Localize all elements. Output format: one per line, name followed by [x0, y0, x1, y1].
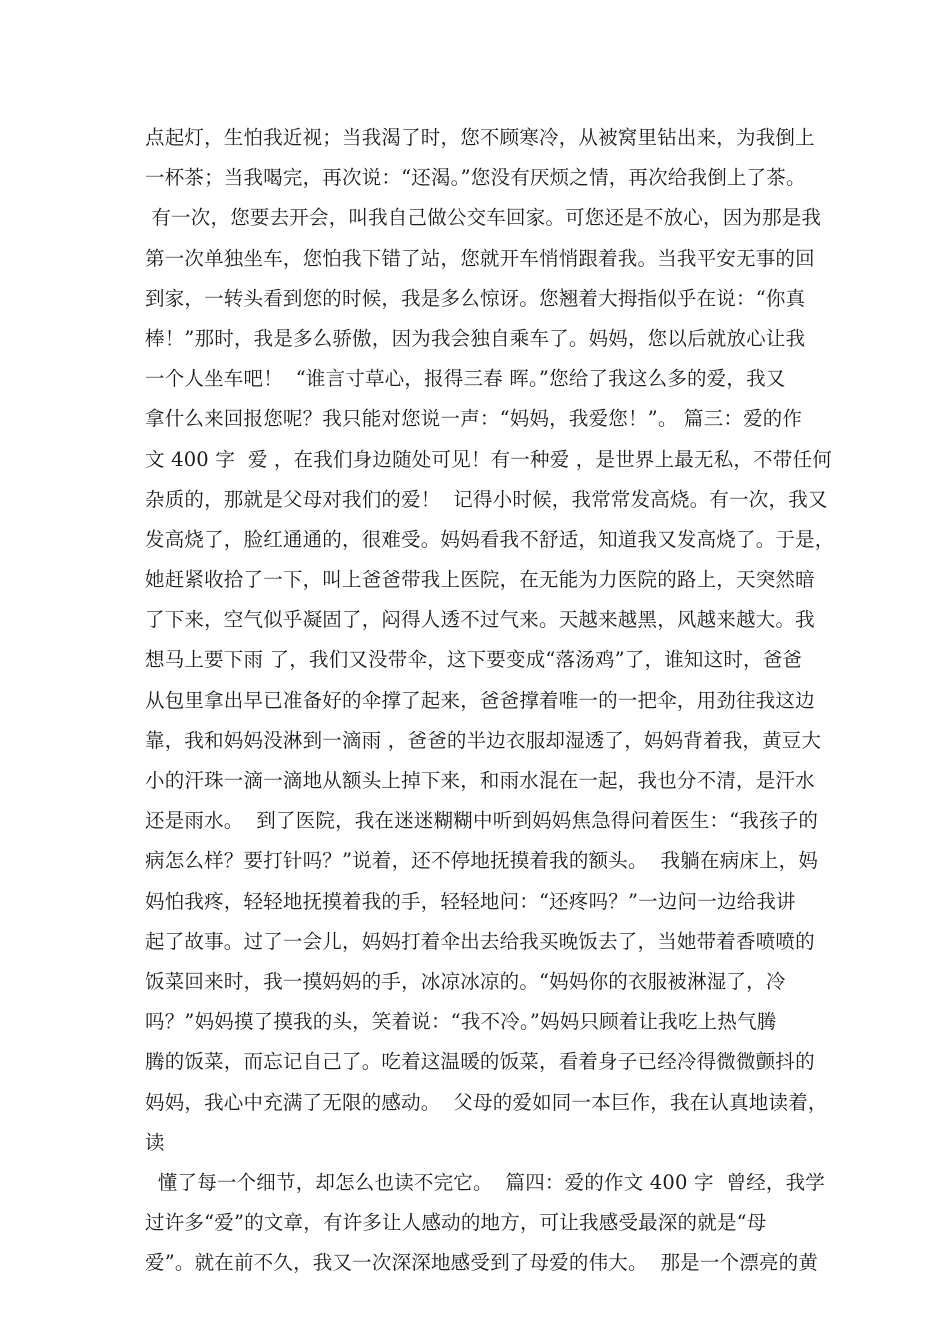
text-line-23: 吗？”妈妈摸了摸我的头，笑着说：“我不冷。”妈妈只顾着让我吃上热气腾 — [145, 1010, 777, 1034]
essay-text-block — [145, 118, 835, 1283]
text-line-3: 有一次，您要去开会，叫我自己做公交车回家。可您还是不放心，因为那是我 — [145, 206, 822, 230]
text-line-14: 想马上要下雨 了，我们又没带伞，这下要变成“落汤鸡”了，谁知这时，爸爸 — [145, 648, 803, 672]
text-line-27: 懂了每一个细节，却怎么也读不完它。 篇四：爱的作文 400 字 曾经，我学 — [145, 1170, 826, 1194]
text-line-4: 第一次单独坐车，您怕我下错了站，您就开车悄悄跟着我。当我平安无事的回 — [145, 246, 815, 270]
text-line-19: 病怎么样？要打针吗？”说着，还不停地抚摸着我的额头。 我躺在病床上，妈 — [145, 849, 819, 873]
text-line-25: 妈妈，我心中充满了无限的感动。 父母的爱如同一本巨作，我在认真地读着， — [145, 1090, 828, 1114]
text-line-7: 一个人坐车吧！ “谁言寸草心，报得三春 晖。”您给了我这么多的爱，我又 — [145, 367, 786, 391]
text-line-1: 点起灯，生怕我近视；当我渴了时，您不顾寒冷，从被窝里钻出来，为我倒上 — [145, 126, 815, 149]
text-line-17: 小的汗珠一滴一滴地从额头上掉下来，和雨水混在一起，我也分不清，是汗水 — [145, 769, 815, 792]
text-line-16: 靠，我和妈妈没淋到一滴雨 ，爸爸的半边衣服却湿透了，妈妈背着我，黄豆大 — [145, 728, 822, 752]
text-line-6: 棒！”那时，我是多么骄傲，因为我会独自乘车了。妈妈，您以后就放心让我 — [145, 326, 806, 350]
text-line-29: 爱”。就在前不久，我又一次深深地感受到了母爱的伟大。 那是一个漂亮的黄 — [145, 1251, 819, 1275]
text-line-2: 一杯茶；当我喝完，再次说：“还渴。”您没有厌烦之情，再次给我倒上了茶。 — [145, 166, 806, 190]
text-line-15: 从包里拿出早已准备好的伞撑了起来，爸爸撑着唯一的一把伞，用劲往我这边 — [145, 688, 815, 712]
text-line-26: 读 — [145, 1130, 165, 1154]
text-line-10: 杂质的，那就是父母对我们的爱！ 记得小时候，我常常发高烧。有一次，我又 — [145, 487, 828, 511]
text-line-21: 起了故事。过了一会儿，妈妈打着伞出去给我买晚饭去了，当她带着香喷喷的 — [145, 929, 815, 953]
text-line-12: 她赶紧收拾了一下，叫上爸爸带我上医院，在无能为力医院的路上，天突然暗 — [145, 568, 815, 592]
text-line-24: 腾的饭菜，而忘记自己了。吃着这温暖的饭菜，看着身子已经冷得微微颤抖的 — [145, 1050, 815, 1074]
text-line-5: 到家，一转头看到您的时候，我是多么惊讶。您翘着大拇指似乎在说：“你真 — [145, 286, 806, 310]
text-line-9: 文 400 字 爱 ，在我们身边随处可见！有一种爱 ，是世界上最无私，不带任何 — [145, 447, 832, 471]
text-line-11: 发高烧了，脸红通通的，很难受。妈妈看我不舒适，知道我又发高烧了。于是， — [145, 527, 835, 551]
text-line-8: 拿什么来回报您呢？我只能对您说一声：“妈妈，我爱您！”。 篇三：爱的作 — [145, 407, 803, 431]
text-line-13: 了下来，空气似乎凝固了，闷得人透不过气来。天越来越黑，风越来越大。我 — [145, 608, 815, 632]
text-line-18: 还是雨水。 到了医院，我在迷迷糊糊中听到妈妈焦急得问着医生：“我孩子的 — [145, 809, 819, 833]
text-line-28: 过许多“爱”的文章，有许多让人感动的地方，可让我感受最深的就是“母 — [145, 1211, 767, 1235]
text-line-22: 饭菜回来时，我一摸妈妈的手，冰凉冰凉的。“妈妈你的衣服被淋湿了，冷 — [145, 969, 786, 993]
text-line-20: 妈怕我疼，轻轻地抚摸着我的手，轻轻地问：“还疼吗？”一边问一边给我讲 — [145, 889, 796, 913]
